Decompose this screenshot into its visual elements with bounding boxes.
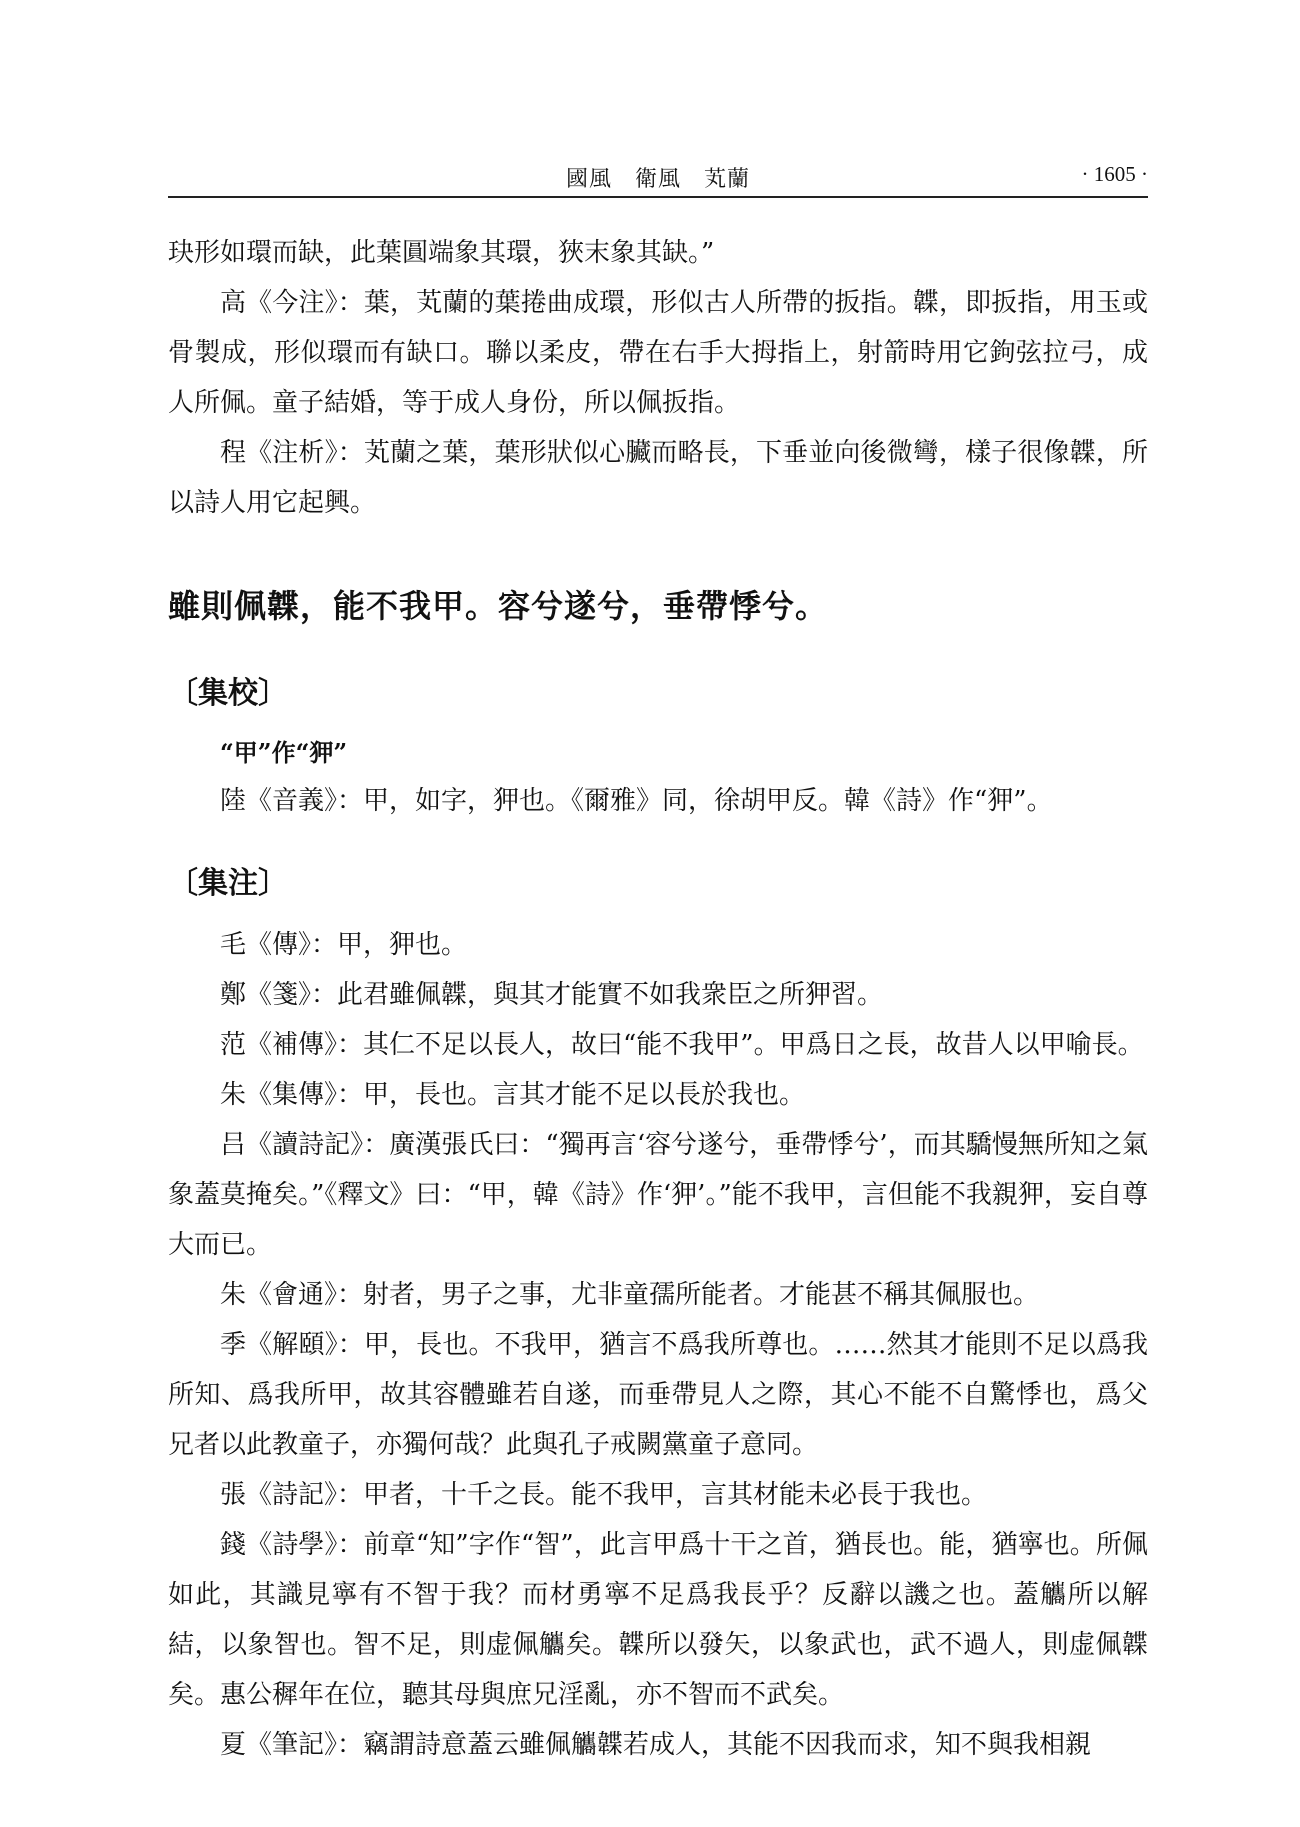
- commentary-entry: 朱《集傳》：甲，長也。言其才能不足以長於我也。: [220, 1080, 806, 1110]
- page-body: [168, 228, 1148, 1770]
- commentary-entry: 夏《筆記》：竊謂詩意蓋云雖佩觿韘若成人，其能不因我而求，知不與我相親: [220, 1730, 1092, 1760]
- collation-entry: 陸《音義》：甲，如字，狎也。《爾雅》同，徐胡甲反。韓《詩》作“狎”。: [220, 786, 1053, 816]
- collation-subheading: “甲”作“狎”: [220, 738, 348, 767]
- commentary-entry: 張《詩記》：甲者，十千之長。能不我甲，言其材能未必長于我也。: [220, 1480, 988, 1510]
- running-header-title: 國風 衛風 芄蘭: [565, 167, 750, 192]
- commentary-entry: 鄭《箋》：此君雖佩韘，與其才能實不如我衆臣之所狎習。: [220, 980, 884, 1010]
- note-paragraph: 程《注析》：芄蘭之葉，葉形狀似心臟而略長，下垂並向後微彎，樣子很像韘，所以詩人用它起興。: [168, 438, 1148, 518]
- commentary-entry: 錢《詩學》：前章“知”字作“智”，此言甲爲十干之首，猶長也。能，猶寧也。所佩如此，其識見寧有不智于我？而材勇寧不足爲我長乎？反辭以譏之也。蓋觿所以解結，以象智也。智不足，則虚佩觿矣。韘所以發矢，以象武也，武不過人，則虚佩韘矣。惠公穉年在位，聽其母與庶兄淫亂，亦不智而不武矣。: [168, 1530, 1148, 1710]
- running-header: [168, 150, 1148, 190]
- page-number: · 1605 ·: [1081, 162, 1148, 186]
- commentary-entry: 毛《傳》：甲，狎也。: [220, 930, 468, 960]
- continued-note: 玦形如環而缺，此葉圓端象其環，狹末象其缺。”: [168, 238, 715, 268]
- commentary-entry: 范《補傳》：其仁不足以長人，故曰“能不我甲”。甲爲日之長，故昔人以甲喻長。: [220, 1030, 1144, 1060]
- commentary-entry: 朱《會通》：射者，男子之事，尤非童孺所能者。才能甚不稱其佩服也。: [220, 1280, 1040, 1310]
- commentary-entry: 季《解頤》：甲，長也。不我甲，猶言不爲我所尊也。……然其才能則不足以爲我所知、爲我所甲，故其容體雖若自遂，而垂帶見人之際，其心不能不自驚悸也，爲父兄者以此教童子，亦獨何哉？此與孔子戒闕黨童子意同。: [168, 1330, 1148, 1460]
- section-heading-jixiao: 〔集校〕: [168, 676, 288, 711]
- verse-line: 雖則佩韘，能不我甲。容兮遂兮，垂帶悸兮。: [168, 587, 829, 625]
- note-paragraph: 高《今注》：葉，芄蘭的葉捲曲成環，形似古人所帶的扳指。韘，即扳指，用玉或骨製成，形似環而有缺口。聯以柔皮，帶在右手大拇指上，射箭時用它鉤弦拉弓，成人所佩。童子結婚，等于成人身份，所以佩扳指。: [168, 288, 1148, 418]
- commentary-entry: 吕《讀詩記》：廣漢張氏曰：“獨再言‘容兮遂兮，垂帶悸兮’，而其驕慢無所知之氣象蓋莫掩矣。”《釋文》曰：“甲，韓《詩》作‘狎’。”能不我甲，言但能不我親狎，妄自尊大而已。: [168, 1130, 1148, 1260]
- section-heading-jizhu: 〔集注〕: [168, 866, 288, 901]
- header-rule: [168, 196, 1148, 198]
